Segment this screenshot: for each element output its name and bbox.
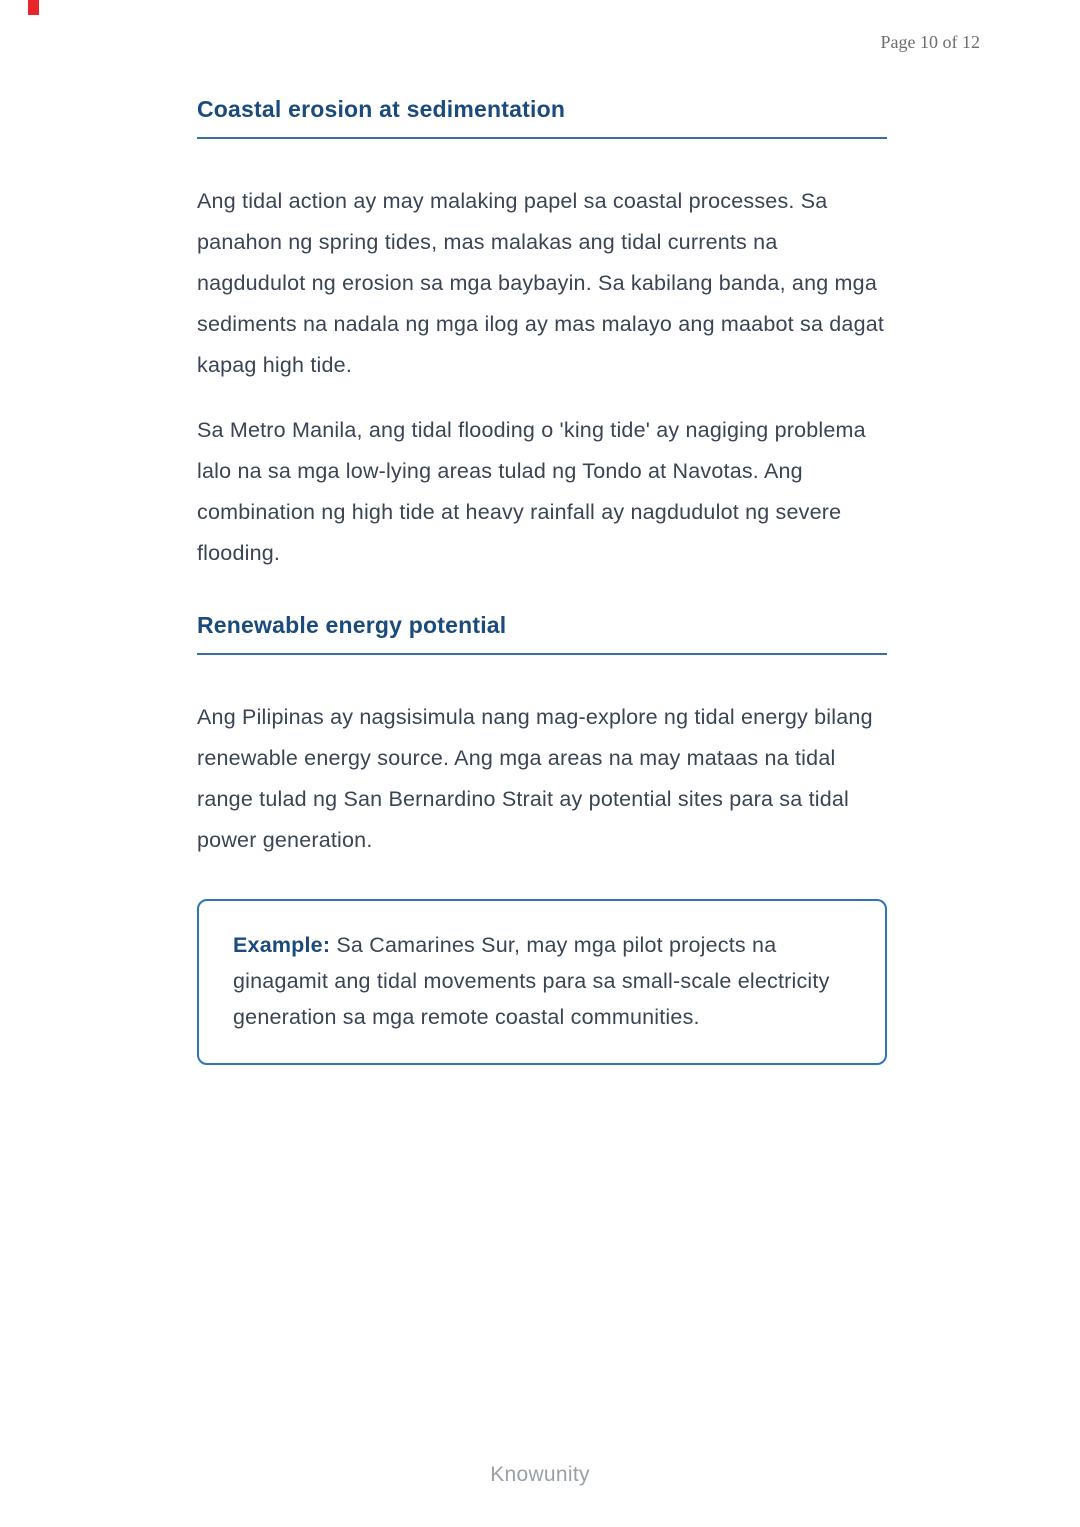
page-number: Page 10 of 12 <box>880 32 980 52</box>
footer-brand: Knowunity <box>490 1463 590 1486</box>
document-content <box>197 96 887 1065</box>
example-text: Sa Camarines Sur, may mga pilot projects na ginagamit ang tidal movements para sa small-scale electricity generation sa mga remote coastal communities. <box>233 933 830 1029</box>
section-heading-coastal-erosion: Coastal erosion at sedimentation <box>197 96 887 139</box>
corner-bookmark-mark <box>28 0 39 15</box>
example-label: Example: <box>233 933 331 957</box>
paragraph: Sa Metro Manila, ang tidal flooding o 'king tide' ay nagiging problema lalo na sa mga low-lying areas tulad ng Tondo at Navotas. Ang combination ng high tide at heavy rainfall ay nagdudulot ng severe flooding. <box>197 418 866 565</box>
example-callout <box>197 899 887 1065</box>
paragraph: Ang Pilipinas ay nagsisimula nang mag-explore ng tidal energy bilang renewable energy source. Ang mga areas na may mataas na tidal range tulad ng San Bernardino Strait ay potential sites para sa tidal power generation. <box>197 705 873 852</box>
section-heading-renewable-energy: Renewable energy potential <box>197 612 887 655</box>
paragraph: Ang tidal action ay may malaking papel sa coastal processes. Sa panahon ng spring tides, mas malakas ang tidal currents na nagdudulot ng erosion sa mga baybayin. Sa kabilang banda, ang mga sediments na nadala ng mga ilog ay mas malayo ang maabot sa dagat kapag high tide. <box>197 189 885 377</box>
